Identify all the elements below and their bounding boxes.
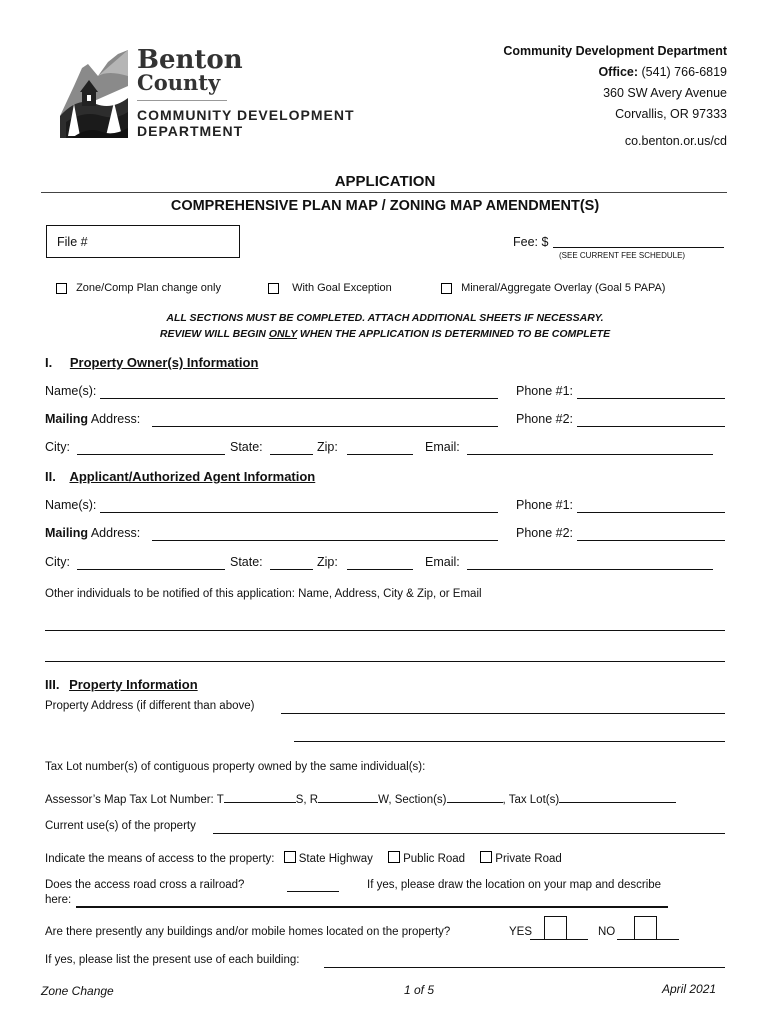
owner-phone1-input[interactable]: [577, 398, 725, 399]
agent-names-label: Name(s):: [45, 498, 97, 512]
agent-zip-input[interactable]: [347, 569, 413, 570]
owner-city-label: City:: [45, 440, 70, 454]
notice-line2-post: WHEN THE APPLICATION IS DETERMINED TO BE COMPLETE: [297, 328, 611, 340]
section2-heading: [45, 469, 315, 484]
title-form-name: COMPREHENSIVE PLAN MAP / ZONING MAP AMENDMENT(S): [170, 198, 600, 214]
tax-lots-label: Tax Lot number(s) of contiguous property owned by the same individual(s):: [45, 761, 426, 773]
section1-title: Property Owner(s) Information: [69, 355, 259, 370]
access-row: [45, 851, 562, 865]
option-mineral-aggregate-label: Mineral/Aggregate Overlay (Goal 5 PAPA): [461, 282, 666, 294]
owner-phone2-label: Phone #2:: [516, 412, 573, 426]
owner-city-input[interactable]: [77, 454, 225, 455]
checkbox-icon[interactable]: [284, 851, 296, 863]
office-info: [503, 41, 727, 152]
township-input[interactable]: [224, 790, 296, 803]
section1-heading: [45, 355, 258, 370]
checkbox-icon[interactable]: [480, 851, 492, 863]
assessor-s-label: S, R: [295, 794, 319, 806]
agent-email-input[interactable]: [467, 569, 713, 570]
assessor-w-label: W, Section(s): [378, 794, 447, 806]
agent-zip-label: Zip:: [317, 555, 338, 569]
access-private-road-label: Private Road: [495, 853, 562, 865]
option-zone-comp-label: Zone/Comp Plan change only: [76, 282, 221, 294]
file-number-box[interactable]: [46, 225, 240, 258]
notice-line2-pre: REVIEW WILL BEGIN: [159, 328, 269, 340]
buildings-yes-label: YES: [509, 926, 533, 938]
owner-names-input[interactable]: [100, 398, 498, 399]
agent-state-input[interactable]: [270, 569, 313, 570]
buildings-no-checkbox[interactable]: [634, 916, 657, 940]
section3-heading: [45, 677, 198, 692]
dept-name: Community Development Department: [503, 44, 727, 58]
logo-divider: [137, 100, 227, 101]
fee-label: Fee: $: [513, 235, 549, 249]
access-state-highway[interactable]: [284, 853, 373, 865]
section3-num: III.: [45, 677, 60, 692]
section1-num: I.: [45, 355, 53, 370]
section2-title: Applicant/Authorized Agent Information: [69, 469, 316, 484]
current-use-input[interactable]: [213, 833, 725, 834]
footer-page-number: 1 of 5: [404, 983, 435, 997]
section2-num: II.: [45, 469, 56, 484]
owner-email-label: Email:: [425, 440, 460, 454]
notice-only: ONLY: [268, 328, 298, 340]
logo-name-benton: Benton: [137, 45, 243, 75]
agent-phone2-input[interactable]: [577, 540, 725, 541]
assessor-label: Assessor’s Map Tax Lot Number: T: [45, 794, 224, 806]
other-individuals-label: Other individuals to be notified of this application: Name, Address, City & Zip, or Email: [45, 588, 482, 600]
buildings-no-label: NO: [598, 926, 616, 938]
owner-mailing-input[interactable]: [152, 426, 498, 427]
agent-email-label: Email:: [425, 555, 460, 569]
checkbox-icon[interactable]: [268, 283, 279, 294]
owner-mailing-label: [45, 412, 140, 426]
footer-date: April 2021: [662, 982, 717, 996]
logo-dept-line1: COMMUNITY DEVELOPMENT: [137, 107, 355, 123]
owner-zip-label: Zip:: [317, 440, 338, 454]
buildings-question: Are there presently any buildings and/or mobile homes located on the property?: [45, 926, 451, 938]
agent-state-label: State:: [230, 555, 263, 569]
other-individuals-input-2[interactable]: [45, 661, 725, 662]
other-individuals-input-1[interactable]: [45, 630, 725, 631]
agent-names-input[interactable]: [100, 512, 498, 513]
office-phone: (541) 766-6819: [641, 65, 727, 79]
railroad-input[interactable]: [287, 891, 339, 892]
footer-form-name: Zone Change: [41, 984, 114, 998]
fee-note: (SEE CURRENT FEE SCHEDULE): [559, 251, 686, 260]
buildings-use-label: If yes, please list the present use of each building:: [45, 954, 300, 966]
owner-phone2-input[interactable]: [577, 426, 725, 427]
logo-dept-line2: DEPARTMENT: [137, 123, 244, 139]
access-label: Indicate the means of access to the property:: [45, 853, 275, 865]
checkbox-icon[interactable]: [388, 851, 400, 863]
title-application: APPLICATION: [334, 173, 436, 190]
railroad-if-yes: If yes, please draw the location on your map and describe: [367, 879, 662, 891]
notice-line1: ALL SECTIONS MUST BE COMPLETED. ATTACH ADDITIONAL SHEETS IF NECESSARY.: [166, 312, 604, 324]
checkbox-icon[interactable]: [441, 283, 452, 294]
owner-state-label: State:: [230, 440, 263, 454]
owner-names-label: Name(s):: [45, 384, 97, 398]
website-link[interactable]: co.benton.or.us/cd: [624, 134, 727, 148]
taxlot-input[interactable]: [559, 790, 676, 803]
access-state-highway-label: State Highway: [298, 853, 373, 865]
section-input[interactable]: [447, 790, 503, 803]
address-word: Address:: [88, 412, 141, 426]
agent-city-input[interactable]: [77, 569, 225, 570]
office-label: Office:: [598, 65, 639, 79]
option-goal-exception-label: With Goal Exception: [292, 282, 392, 294]
county-logo-graphic: [58, 46, 130, 140]
county-logo: [58, 46, 130, 140]
property-address-input-2[interactable]: [294, 741, 725, 742]
checkbox-icon[interactable]: [56, 283, 67, 294]
agent-mailing-input[interactable]: [152, 540, 498, 541]
agent-mailing-label: [45, 526, 140, 540]
assessor-map-row: [45, 790, 676, 806]
railroad-question: Does the access road cross a railroad?: [45, 879, 245, 891]
access-public-road-label: Public Road: [403, 853, 466, 865]
owner-state-input[interactable]: [270, 454, 313, 455]
address-line2: Corvallis, OR 97333: [615, 107, 727, 121]
section3-title: Property Information: [69, 677, 198, 692]
current-use-label: Current use(s) of the property: [45, 820, 196, 832]
option-goal-exception[interactable]: [268, 282, 392, 294]
assessor-taxlot-label: , Tax Lot(s): [502, 794, 560, 806]
agent-city-label: City:: [45, 555, 70, 569]
property-address-input-1[interactable]: [281, 713, 725, 714]
agent-phone1-input[interactable]: [577, 512, 725, 513]
owner-zip-input[interactable]: [347, 454, 413, 455]
access-public-road[interactable]: [388, 853, 465, 865]
file-number-label: File #: [57, 235, 88, 249]
railroad-here-label: here:: [45, 894, 72, 906]
notice-line2: [0, 328, 770, 340]
option-zone-comp[interactable]: [56, 282, 221, 294]
range-input[interactable]: [318, 790, 378, 803]
address-line1: 360 SW Avery Avenue: [603, 86, 727, 100]
mailing-bold: Mailing: [45, 526, 89, 540]
option-mineral-aggregate[interactable]: [441, 282, 665, 294]
address-word: Address:: [88, 526, 141, 540]
fee-input[interactable]: [553, 247, 724, 248]
property-address-label: Property Address (if different than above): [45, 700, 255, 712]
office-phone-line: [503, 62, 727, 83]
buildings-use-input[interactable]: [324, 967, 725, 968]
buildings-yes-checkbox[interactable]: [544, 916, 567, 940]
agent-phone1-label: Phone #1:: [516, 498, 573, 512]
owner-phone1-label: Phone #1:: [516, 384, 573, 398]
railroad-here-input[interactable]: [76, 906, 668, 908]
logo-name-county: County: [137, 70, 221, 95]
mailing-bold: Mailing: [45, 412, 89, 426]
owner-email-input[interactable]: [467, 454, 713, 455]
title-rule: [41, 192, 727, 193]
access-private-road[interactable]: [480, 853, 561, 865]
agent-phone2-label: Phone #2:: [516, 526, 573, 540]
